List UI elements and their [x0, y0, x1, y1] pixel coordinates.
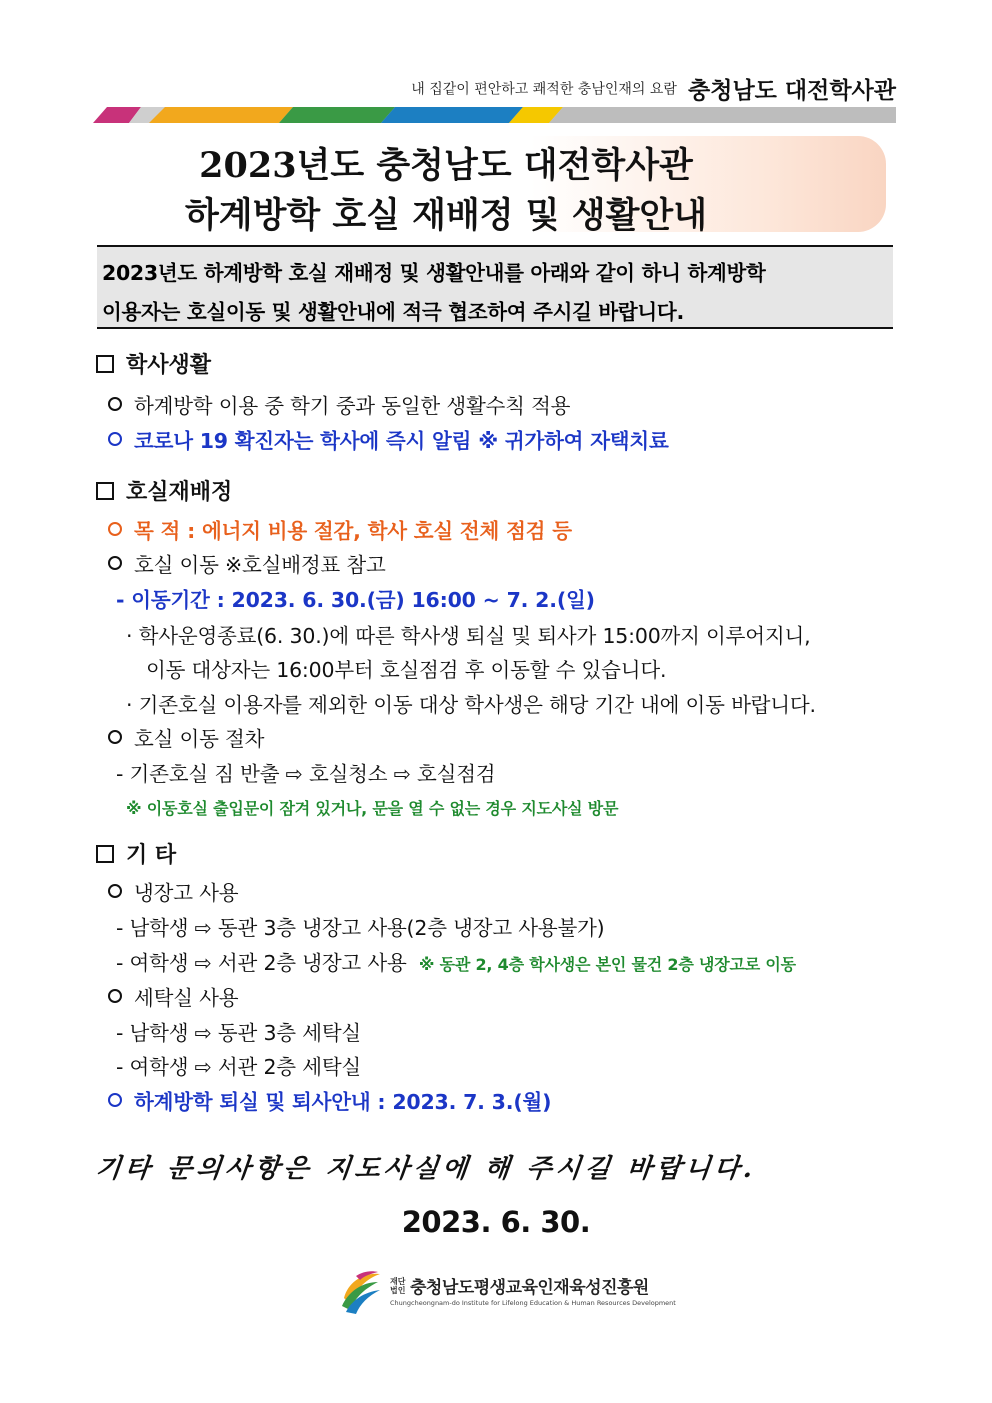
room-reassign-purpose: 목 적 : 에너지 비용 절감, 학사 호실 전체 점검 등: [108, 514, 572, 544]
square-bullet-icon: [96, 845, 114, 863]
notice-line-2: 이용자는 호실이동 및 생활안내에 적극 협조하여 주시길 바랍니다.: [102, 300, 684, 324]
room-reassign-note-1a: · 학사운영종료(6. 30.)에 따른 학사생 퇴실 및 퇴사가 15:00까지 이루어지니,: [126, 624, 811, 648]
square-bullet-icon: [96, 355, 114, 373]
circle-bullet-icon: [108, 432, 122, 446]
band-segment-gray-right: [549, 107, 896, 123]
etc-laundry-male: - 남학생 ⇨ 동관 3층 세탁실: [116, 1021, 362, 1045]
room-reassign-move: 호실 이동 ※호실배정표 참고: [108, 548, 386, 578]
title-line-2: 하계방학 호실 재배정 및 생활안내: [184, 195, 708, 236]
room-reassign-period: - 이동기간 : 2023. 6. 30.(금) 16:00 ~ 7. 2.(일): [116, 588, 595, 612]
band-segment-green: [279, 107, 395, 123]
header-tagline: [411, 72, 896, 105]
room-reassign-note-2: · 기존호실 이용자를 제외한 이동 대상 학사생은 해당 기간 내에 이동 바랍니다.: [126, 693, 816, 717]
section-heading-room-reassign: 호실재배정: [96, 475, 232, 506]
tagline-text: 내 집같이 편안하고 쾌적한 충남인재의 요람: [411, 81, 677, 98]
square-bullet-icon: [96, 482, 114, 500]
etc-laundry: 세탁실 사용: [108, 981, 238, 1011]
etc-fridge-male: - 남학생 ⇨ 동관 3층 냉장고 사용(2층 냉장고 사용불가): [116, 916, 605, 940]
etc-laundry-female: - 여학생 ⇨ 서관 2층 세탁실: [116, 1055, 362, 1079]
title-line-1: 2023년도 충청남도 대전학사관: [199, 145, 693, 186]
circle-bullet-icon: [108, 989, 122, 1003]
circle-bullet-icon: [108, 730, 122, 744]
room-reassign-note-1b: 이동 대상자는 16:00부터 호실점검 후 이동할 수 있습니다.: [146, 658, 667, 682]
org-name: 충청남도 대전학사관: [688, 78, 896, 104]
footer-logo: [338, 1268, 676, 1316]
circle-bullet-icon: [108, 884, 122, 898]
circle-bullet-icon: [108, 1093, 122, 1107]
room-reassign-procedure-note: ※ 이동호실 출입문이 잠겨 있거나, 문을 열 수 없는 경우 지도사실 방문: [126, 799, 619, 818]
circle-bullet-icon: [108, 522, 122, 536]
logo-org-english: Chungcheongnam-do Institute for Lifelong Education & Human Resources Development: [390, 1299, 676, 1307]
closing-message: 기타 문의사항은 지도사실에 해 주시길 바랍니다.: [94, 1154, 758, 1184]
header-color-band: [93, 107, 896, 123]
notice-line-1: 2023년도 하계방학 호실 재배정 및 생활안내를 아래와 같이 하니 하계방학: [102, 261, 766, 285]
institute-logo-icon: [338, 1268, 386, 1314]
etc-fridge-female-note: ※ 동관 2, 4층 학사생은 본인 물건 2층 냉장고로 이동: [418, 955, 796, 974]
section-heading-dorm-life: 학사생활: [96, 348, 211, 379]
band-segment-orange: [149, 107, 293, 123]
document-date: 2023. 6. 30.: [401, 1205, 591, 1239]
band-segment-blue: [381, 107, 523, 123]
room-reassign-procedure-steps: - 기존호실 짐 반출 ⇨ 호실청소 ⇨ 호실점검: [116, 762, 496, 786]
section-heading-etc: 기 타: [96, 838, 176, 869]
circle-bullet-icon: [108, 556, 122, 570]
circle-bullet-icon: [108, 397, 122, 411]
room-reassign-procedure: 호실 이동 절차: [108, 722, 264, 752]
logo-small-text: 재단 법인: [390, 1277, 406, 1295]
dorm-life-item-1: 하계방학 이용 중 학기 중과 동일한 생활수칙 적용: [108, 389, 570, 419]
etc-checkout: 하계방학 퇴실 및 퇴사안내 : 2023. 7. 3.(월): [108, 1085, 551, 1115]
etc-fridge: 냉장고 사용: [108, 876, 238, 906]
etc-fridge-female: - 여학생 ⇨ 서관 2층 냉장고 사용 ※ 동관 2, 4층 학사생은 본인 물건 2층 냉장고로 이동: [116, 951, 796, 975]
dorm-life-item-2: 코로나 19 확진자는 학사에 즉시 알림 ※ 귀가하여 자택치료: [108, 424, 669, 454]
logo-org-name: 충청남도평생교육인재육성진흥원: [410, 1278, 649, 1298]
